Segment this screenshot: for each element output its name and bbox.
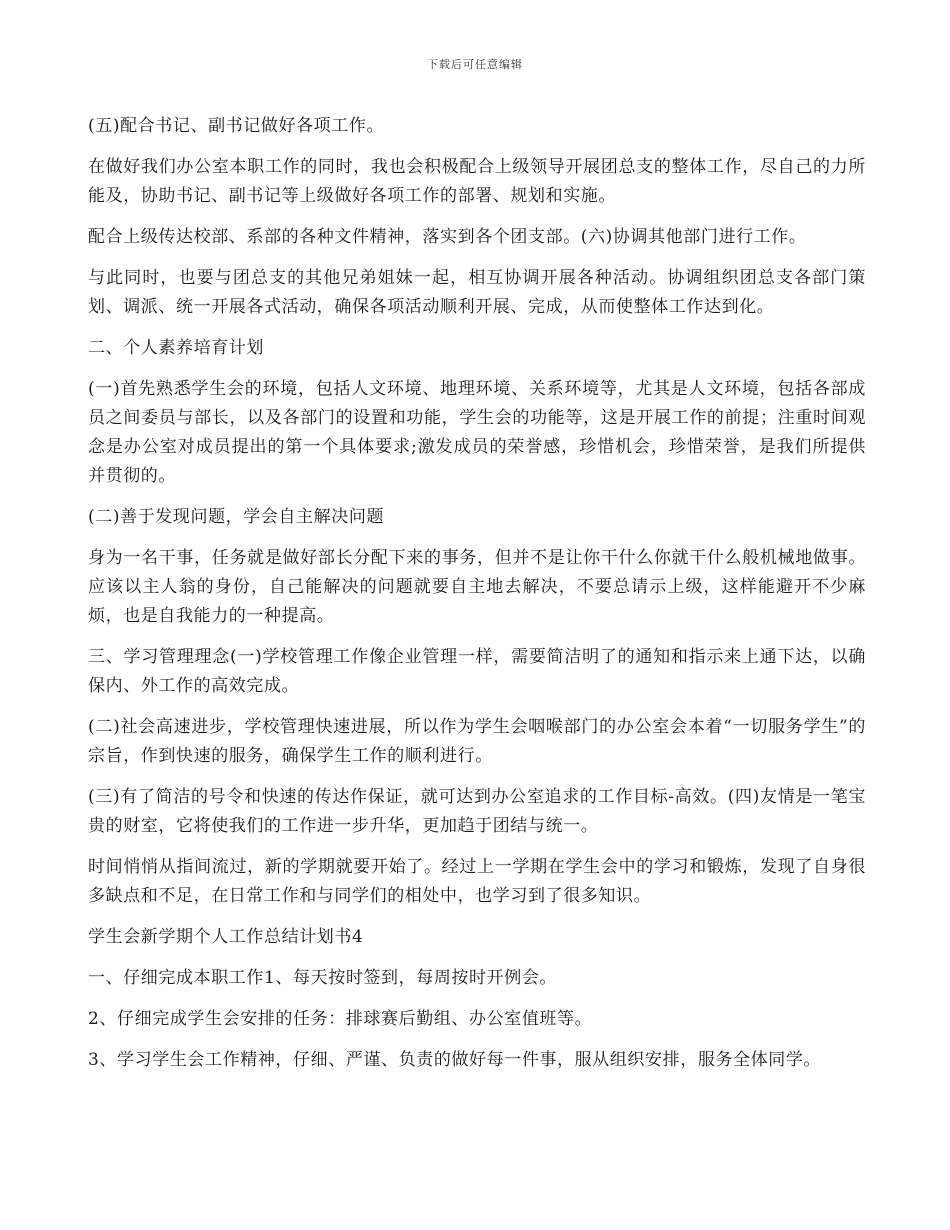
section-heading: 学生会新学期个人工作总结计划书4	[88, 927, 364, 947]
section-heading: 二、个人素养培育计划	[88, 338, 264, 358]
header-note: 下载后可任意编辑	[427, 58, 523, 71]
paragraph: 配合上级传达校部、系部的各种文件精神，落实到各个团支部。(六)协调其他部门进行工作。	[88, 227, 807, 247]
paragraph: 身为一名干事，任务就是做好部长分配下来的事务，但并不是让你干什么你就干什么般机械地做事。应该以主人翁的身份，自己能解决的问题就要自主地去解决，不要总请示上级，这样能避开不少麻烦，也是自我能力的一种提高。	[88, 548, 866, 626]
paragraph: 2、仔细完成学生会安排的任务：排球赛后勤组、办公室值班等。	[88, 1009, 593, 1029]
paragraph: (二)社会高速进步，学校管理快速进展，所以作为学生会咽喉部门的办公室会本着“一切服务学生”的宗旨，作到快速的服务，确保学生工作的顺利进行。	[88, 717, 866, 766]
paragraph: 3、学习学生会工作精神，仔细、严谨、负责的做好每一件事，服从组织安排，服务全体同学。	[88, 1050, 822, 1070]
paragraph: (五)配合书记、副书记做好各项工作。	[88, 116, 385, 136]
paragraph: 与此同时，也要与团总支的其他兄弟姐妹一起，相互协调开展各种活动。协调组织团总支各部门策划、调派、统一开展各式活动，确保各项活动顺利开展、完成，从而使整体工作达到化。	[88, 268, 866, 317]
paragraph: 一、仔细完成本职工作1、每天按时签到，每周按时开例会。	[88, 968, 558, 988]
paragraph: (二)善于发现问题，学会自主解决问题	[88, 507, 385, 527]
paragraph: 时间悄悄从指间流过，新的学期就要开始了。经过上一学期在学生会中的学习和锻炼，发现了自身很多缺点和不足，在日常工作和与同学们的相处中，也学习到了很多知识。	[88, 857, 866, 906]
document-body	[88, 112, 866, 1087]
paragraph: (一)首先熟悉学生会的环境，包括人文环境、地理环境、关系环境等，尤其是人文环境，包括各部成员之间委员与部长，以及各部门的设置和功能，学生会的功能等，这是开展工作的前提；注重时间观念是办公室对成员提出的第一个具体要求;激发成员的荣誉感，珍惜机会，珍惜荣誉，是我们所提供并贯彻的。	[88, 379, 866, 486]
paragraph: (三)有了简洁的号令和快速的传达作保证，就可达到办公室追求的工作目标-高效。(四)友情是一笔宝贵的财室，它将使我们的工作进一步升华，更加趋于团结与统一。	[88, 787, 866, 836]
paragraph: 在做好我们办公室本职工作的同时，我也会积极配合上级领导开展团总支的整体工作，尽自己的力所能及，协助书记、副书记等上级做好各项工作的部署、规划和实施。	[88, 157, 866, 206]
paragraph: 三、学习管理理念(一)学校管理工作像企业管理一样，需要简洁明了的通知和指示来上通下达，以确保内、外工作的高效完成。	[88, 647, 866, 696]
